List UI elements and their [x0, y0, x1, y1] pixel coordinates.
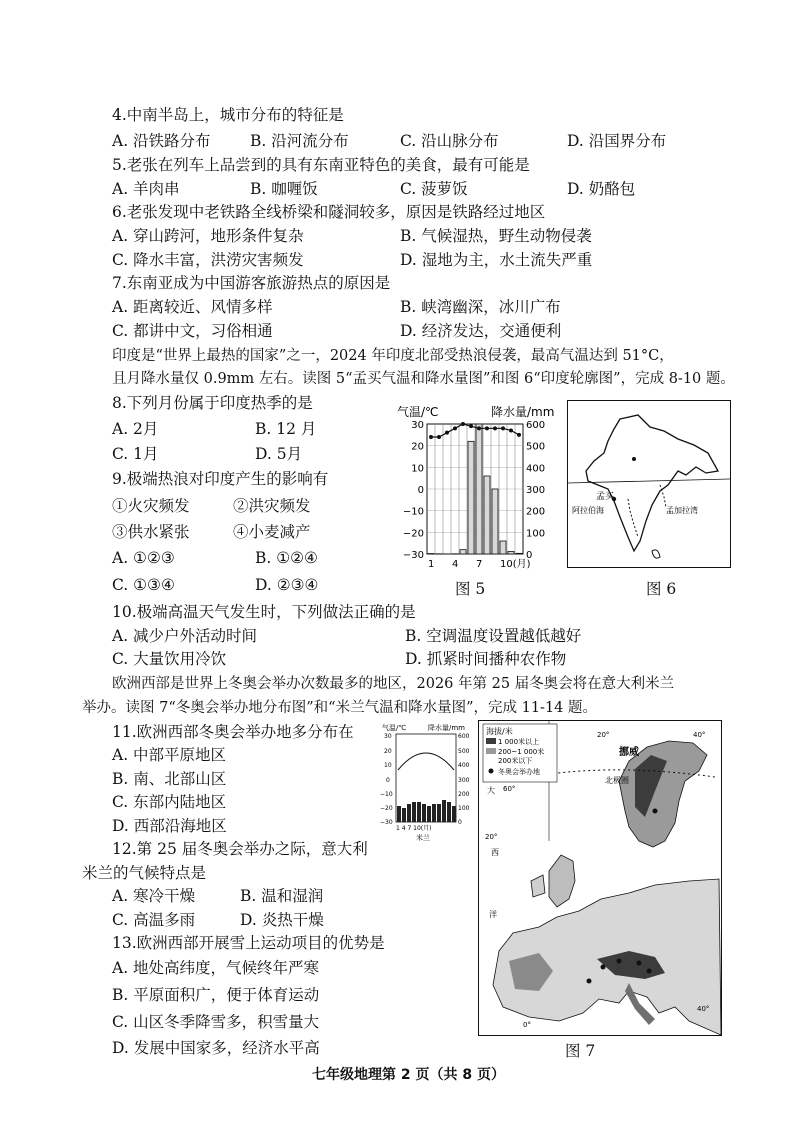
label-bay: 孟买 — [596, 492, 615, 502]
fig5-temp-point — [477, 426, 481, 430]
fig5-precip-bar — [492, 489, 498, 554]
q9-option-a: A. ①②③ — [112, 549, 175, 567]
fig5-temp-point — [509, 429, 513, 433]
q8-option-b: B. 12 月 — [255, 420, 317, 438]
milan-months: 1 4 7 10(月) — [396, 825, 432, 832]
fig5-temp-label: 气温/℃ — [397, 406, 439, 419]
figure-6-caption: 图 6 — [646, 580, 677, 598]
fig5-temp-point — [485, 426, 489, 430]
milan-right-tick: 200 — [458, 791, 470, 798]
q11-option-b: B. 南、北部山区 — [112, 770, 227, 788]
milan-chart-svg — [380, 722, 472, 842]
milan-right-tick: 300 — [458, 777, 470, 784]
legend-label-venue: 冬奥会举办地 — [498, 768, 540, 776]
q9-stem: 9.极端热浪对印度产生的影响有 — [112, 470, 329, 488]
q6-option-d: D. 湿地为主，水土流失严重 — [400, 251, 593, 269]
city-dot-icon — [632, 457, 636, 461]
figure-5 — [395, 406, 563, 586]
lon-20w-label: 20° — [597, 731, 610, 739]
fig5-prec-tick: 400 — [526, 463, 546, 475]
fig5-temp-point — [429, 435, 433, 439]
lon-0-label: 0° — [523, 1021, 531, 1029]
norway-label: 挪威 — [619, 747, 639, 758]
fig5-temp-point — [461, 422, 465, 426]
figure-7-caption: 图 7 — [565, 1042, 596, 1060]
q13-option-d: D. 发展中国家多，经济水平高 — [112, 1039, 320, 1057]
legend-swatch-mid — [486, 748, 496, 754]
q10-option-a: A. 减少户外活动时间 — [112, 627, 258, 645]
fig5-temp-point — [445, 431, 449, 435]
milan-right-ticks — [458, 733, 470, 826]
milan-left-tick: 30 — [384, 733, 392, 740]
fig5-precip-bar — [460, 550, 466, 554]
mumbai-climate-chart — [395, 406, 563, 586]
legend-title: 海拔/米 — [486, 727, 513, 736]
q4-option-c: C. 沿山脉分布 — [400, 132, 499, 150]
fig5-precip-bar — [484, 476, 490, 554]
fig5-temp-tick: −20 — [402, 528, 424, 540]
milan-prec-label: 降水量/mm — [428, 724, 465, 732]
q11-option-a: A. 中部平原地区 — [112, 746, 227, 764]
q12-option-a: A. 寒冷干燥 — [112, 887, 196, 905]
q9-option-d: D. ②③④ — [255, 576, 319, 594]
milan-bars — [397, 800, 456, 822]
fig5-temp-point — [517, 433, 521, 437]
lat-60-label: 60° — [503, 785, 516, 793]
arctic-circle-label: 北极圈 — [605, 776, 629, 785]
milan-left-ticks — [380, 733, 393, 826]
fig5-prec-tick: 200 — [526, 506, 546, 518]
fig5-precip-bar — [508, 551, 514, 554]
q4-option-d: D. 沿国界分布 — [567, 132, 667, 150]
ocean-label-yang: 洋 — [489, 910, 497, 919]
fig5-temp-point — [501, 426, 505, 430]
label-arabian-sea: 阿拉伯海 — [572, 506, 604, 515]
legend-venue-icon — [489, 769, 494, 774]
fig5-temp-point — [469, 424, 473, 428]
milan-left-tick: 20 — [384, 748, 392, 755]
q7-option-b: B. 峡湾幽深，冰川广布 — [400, 298, 561, 316]
fig5-temp-tick: −30 — [402, 550, 424, 561]
fig5-prec-tick: 0 — [526, 550, 533, 561]
figure-6 — [567, 400, 731, 568]
q10-stem: 10.极端高温天气发生时，下列做法正确的是 — [112, 603, 416, 621]
fig5-month-tick: 1 — [428, 559, 435, 570]
q6-stem: 6.老张发现中老铁路全线桥梁和隧洞较多，原因是铁路经过地区 — [112, 203, 546, 221]
q8-option-c: C. 1月 — [112, 445, 159, 463]
intro1-line1: 印度是“世界上最热的国家”之一，2024 年印度北部受热浪侵袭，最高气温达到 51°C， — [112, 348, 674, 364]
milan-left-tick: −30 — [380, 819, 393, 826]
fig5-temp-tick: 0 — [417, 485, 424, 496]
q9-item2: ②洪灾频发 — [233, 497, 311, 515]
q5-option-b: B. 咖喱饭 — [250, 180, 318, 198]
ocean-label-da: 大 — [487, 786, 495, 795]
milan-right-tick: 600 — [458, 733, 470, 740]
q10-option-b: B. 空调温度设置越低越好 — [405, 627, 582, 645]
milan-right-tick: 100 — [458, 805, 470, 812]
q9-item3: ③供水紧张 — [112, 523, 190, 541]
q12-option-b: B. 温和湿润 — [240, 887, 324, 905]
milan-right-tick: 500 — [458, 748, 470, 755]
lat-40-label: 40° — [697, 1005, 710, 1013]
india-shape — [586, 415, 718, 551]
intro1-line2: 且月降水量仅 0.9mm 左右。读图 5“孟买气温和降水量图”和图 6“印度轮廓图”，完成 8-10 题。 — [112, 371, 735, 387]
milan-temp-label: 气温/℃ — [382, 724, 407, 732]
q12-option-d: D. 炎热干燥 — [240, 911, 324, 929]
fig5-precip-bar — [468, 441, 474, 554]
milan-climate-chart — [380, 722, 472, 842]
q4-option-a: A. 沿铁路分布 — [112, 132, 211, 150]
q8-stem: 8.下列月份属于印度热季的是 — [112, 394, 313, 412]
fig5-month-tick: 4 — [452, 559, 459, 570]
milan-left-tick: 10 — [384, 762, 392, 769]
fig5-prec-tick: 600 — [526, 420, 546, 431]
q8-option-a: A. 2月 — [112, 420, 159, 438]
intro2-line1: 欧洲西部是世界上冬奥会举办次数最多的地区，2026 年第 25 届冬奥会将在意大利米兰 — [112, 676, 675, 692]
fig5-prec-tick: 500 — [526, 441, 546, 453]
q8-option-d: D. 5月 — [255, 445, 303, 463]
q6-option-a: A. 穿山跨河，地形条件复杂 — [112, 227, 304, 245]
q7-option-d: D. 经济发达，交通便利 — [400, 322, 562, 340]
milan-left-tick: −10 — [380, 791, 393, 798]
legend-label-high: 1 000米以上 — [498, 738, 540, 746]
q10-option-c: C. 大量饮用冷饮 — [112, 650, 227, 668]
q13-stem: 13.欧洲西部开展雪上运动项目的优势是 — [112, 934, 385, 952]
q9-option-c: C. ①③④ — [112, 576, 175, 594]
q6-option-b: B. 气候湿热，野生动物侵袭 — [400, 227, 592, 245]
q7-option-c: C. 都讲中文，习俗相通 — [112, 322, 273, 340]
legend-label-low: 200米以下 — [498, 757, 533, 765]
q13-option-a: A. 地处高纬度，气候终年严寒 — [112, 959, 320, 977]
lat-20-label: 20° — [485, 833, 498, 841]
q7-option-a: A. 距离较近、风情多样 — [112, 298, 273, 316]
fig5-prec-label: 降水量/mm — [491, 406, 555, 419]
q10-option-d: D. 抓紧时间播种农作物 — [405, 650, 567, 668]
q12-option-c: C. 高温多雨 — [112, 911, 196, 929]
q12-stem-line2: 米兰的气候特点是 — [82, 864, 207, 882]
fig5-temp-tick: −10 — [402, 506, 424, 518]
milan-left-tick: 0 — [386, 777, 390, 784]
q12-stem-line1: 12.第 25 届冬奥会举办之际，意大利 — [112, 840, 368, 858]
legend-swatch-high — [486, 738, 496, 744]
sri-lanka-shape — [652, 550, 660, 558]
figure-5-caption: 图 5 — [455, 580, 486, 598]
milan-right-tick: 400 — [458, 762, 470, 769]
fig5-month-tick: 7 — [476, 559, 483, 570]
fig5-temp-point — [437, 435, 441, 439]
intro2-line2: 举办。读图 7“冬奥会举办地分布图”和“米兰气温和降水量图”，完成 11-14 题。 — [82, 700, 598, 716]
figure-7 — [478, 720, 722, 1036]
q5-stem: 5.老张在列车上品尝到的具有东南亚特色的美食，最有可能是 — [112, 156, 530, 174]
india-outline-map — [568, 401, 730, 567]
europe-map — [479, 721, 721, 1035]
q9-item1: ①火灾频发 — [112, 497, 190, 515]
fig5-prec-tick: 100 — [526, 528, 546, 540]
q5-option-c: C. 菠萝饭 — [400, 180, 468, 198]
q5-option-d: D. 奶酪包 — [567, 180, 636, 198]
fig5-temp-point — [453, 426, 457, 430]
page-footer: 七年级地理第 2 页（共 8 页） — [312, 1067, 505, 1083]
fig5-precip-bar — [476, 424, 482, 554]
fig5-temp-tick: 10 — [411, 463, 424, 475]
fig5-month-tick: 10(月) — [500, 559, 531, 570]
fig5-temp-tick: 30 — [411, 420, 424, 431]
q4-option-b: B. 沿河流分布 — [250, 132, 349, 150]
q5-option-a: A. 羊肉串 — [112, 180, 180, 198]
fig5-precip-bar — [500, 541, 506, 554]
lon-40-label: 40° — [693, 731, 706, 739]
q9-item4: ④小麦减产 — [233, 523, 311, 541]
milan-temp-curve — [398, 753, 454, 770]
q13-option-c: C. 山区冬季降雪多，积雪量大 — [112, 1013, 320, 1031]
q11-option-d: D. 西部沿海地区 — [112, 817, 227, 835]
fig5-prec-tick: 300 — [526, 485, 546, 496]
legend-label-mid: 200~1 000米 — [498, 748, 545, 756]
fig5-temp-point — [493, 426, 497, 430]
milan-name: 米兰 — [416, 834, 430, 842]
fig5-precip-bar — [516, 553, 522, 554]
q13-option-b: B. 平原面积广，便于体育运动 — [112, 986, 320, 1004]
milan-left-tick: −20 — [380, 805, 393, 812]
milan-right-tick: 0 — [458, 819, 462, 826]
label-bay-of-bengal: 孟加拉湾 — [666, 506, 698, 515]
q9-option-b: B. ①②④ — [255, 549, 318, 567]
q4-stem: 4.中南半岛上，城市分布的特征是 — [112, 106, 344, 124]
fig5-temp-tick: 20 — [411, 441, 424, 453]
ocean-label-xi: 西 — [491, 848, 499, 857]
q11-option-c: C. 东部内陆地区 — [112, 793, 227, 811]
q7-stem: 7.东南亚成为中国游客旅游热点的原因是 — [112, 274, 391, 292]
q11-stem: 11.欧洲西部冬奥会举办地多分布在 — [112, 723, 354, 741]
q6-option-c: C. 降水丰富，洪涝灾害频发 — [112, 251, 304, 269]
